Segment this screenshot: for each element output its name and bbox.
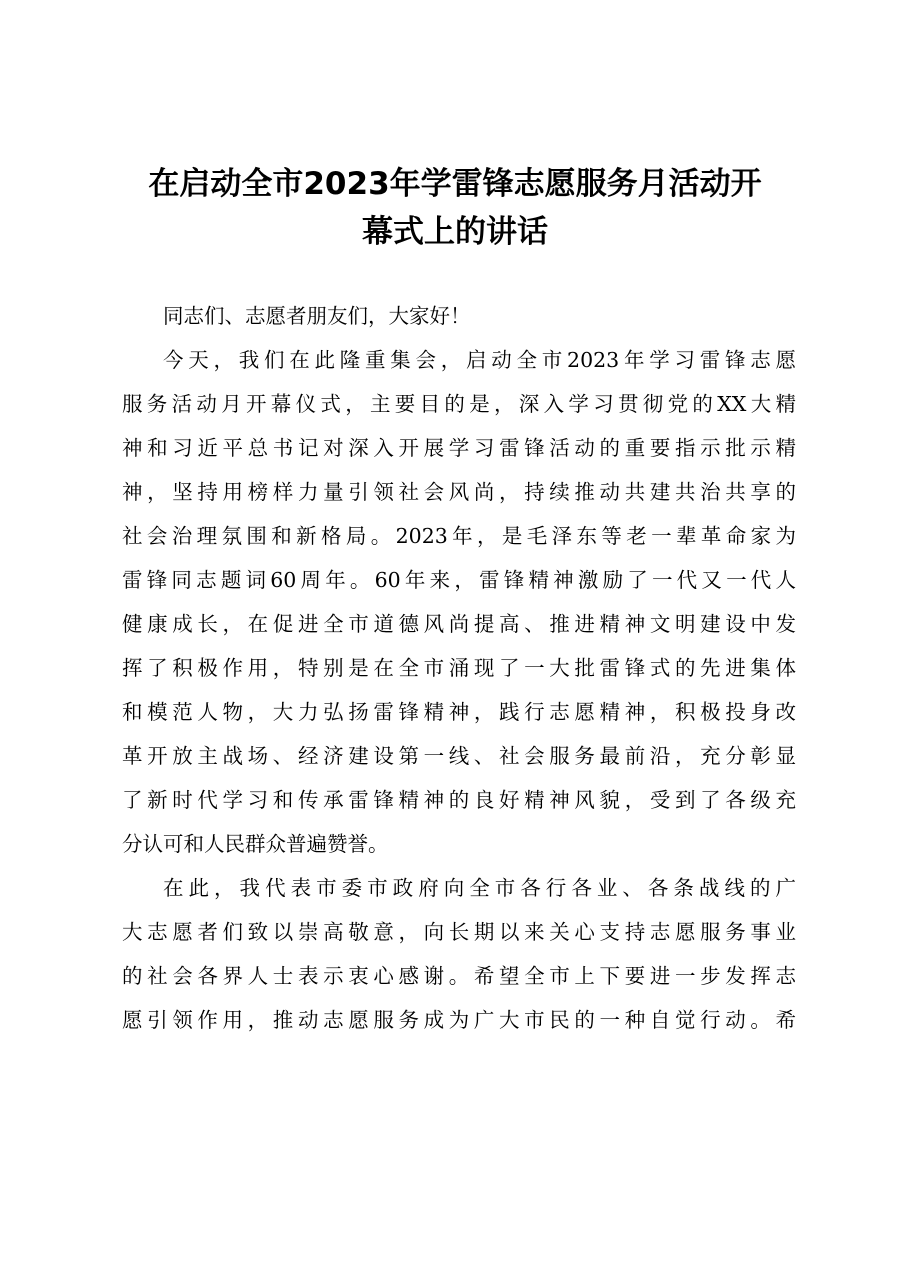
paragraph-line: 了新时代学习和传承雷锋精神的良好精神风貌，受到了各级充	[122, 788, 796, 812]
paragraph-greeting	[122, 294, 796, 338]
title-line-2: 幕式上的讲话	[362, 214, 548, 250]
paragraph-line: 神，坚持用榜样力量引领社会风尚，持续推动共建共治共享的	[122, 480, 796, 504]
paragraph-line: 同志们、志愿者朋友们，大家好！	[163, 304, 471, 328]
paragraph-line: 神和习近平总书记对深入开展学习雷锋活动的重要指示批示精	[122, 436, 796, 460]
paragraph-line: 分认可和人民群众普遍赞誉。	[122, 832, 389, 856]
paragraph-line: 今天，我们在此隆重集会，启动全市2023年学习雷锋志愿	[163, 348, 796, 372]
paragraph-line: 社会治理氛围和新格局。2023年，是毛泽东等老一辈革命家为	[122, 524, 796, 548]
paragraph-line: 大志愿者们致以崇高敬意，向长期以来关心支持志愿服务事业	[122, 920, 796, 944]
paragraph-line: 和模范人物，大力弘扬雷锋精神，践行志愿精神，积极投身改	[122, 700, 796, 724]
paragraph-opening	[122, 338, 796, 866]
paragraph-line: 革开放主战场、经济建设第一线、社会服务最前沿，充分彰显	[122, 744, 796, 768]
paragraph-line: 在此，我代表市委市政府向全市各行各业、各条战线的广	[163, 876, 796, 900]
paragraph-line: 挥了积极作用，特别是在全市涌现了一大批雷锋式的先进集体	[122, 656, 796, 680]
paragraph-line: 雷锋同志题词60周年。60年来，雷锋精神激励了一代又一代人	[122, 568, 796, 592]
document-body	[122, 294, 796, 1042]
paragraph-line: 服务活动月开幕仪式，主要目的是，深入学习贯彻党的XX大精	[122, 392, 796, 416]
document-title	[110, 160, 800, 256]
title-line-1: 在启动全市2023年学雷锋志愿服务月活动开	[148, 166, 762, 202]
paragraph-gratitude	[122, 866, 796, 1042]
paragraph-line: 的社会各界人士表示衷心感谢。希望全市上下要进一步发挥志	[122, 964, 796, 988]
paragraph-line: 健康成长，在促进全市道德风尚提高、推进精神文明建设中发	[122, 612, 796, 636]
paragraph-line: 愿引领作用，推动志愿服务成为广大市民的一种自觉行动。希	[122, 1008, 796, 1032]
